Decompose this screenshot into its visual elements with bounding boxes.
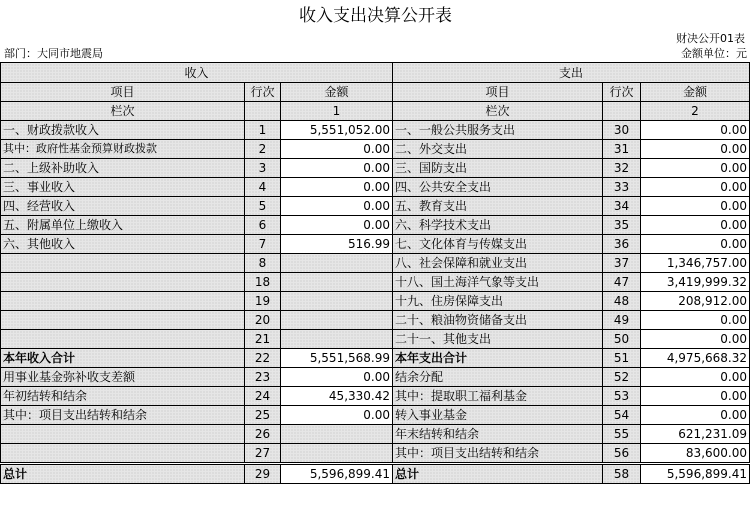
expense-item-label: 其中：项目支出结转和结余 <box>393 444 603 464</box>
income-row-number: 4 <box>245 178 281 197</box>
income-amount: 5,596,899.41 <box>281 464 393 484</box>
income-row-number: 19 <box>245 292 281 311</box>
expense-row-number: 54 <box>603 406 641 425</box>
expense-amount: 0.00 <box>641 216 750 235</box>
expense-column-index-2: 2 <box>641 102 750 121</box>
income-item-label: 其中：项目支出结转和结余 <box>1 406 245 425</box>
table-row <box>1 292 750 311</box>
expense-row-number: 30 <box>603 121 641 140</box>
expense-item-header: 项目 <box>393 83 603 102</box>
table-row <box>1 330 750 349</box>
income-row-number: 5 <box>245 197 281 216</box>
income-item-label: 三、事业收入 <box>1 178 245 197</box>
income-item-label: 二、上级补助收入 <box>1 159 245 178</box>
income-row-number: 6 <box>245 216 281 235</box>
expense-item-label: 二十、粮油物资储备支出 <box>393 311 603 330</box>
expense-item-label: 六、科学技术支出 <box>393 216 603 235</box>
expense-item-label: 一、一般公共服务支出 <box>393 121 603 140</box>
expense-item-label: 十八、国土海洋气象等支出 <box>393 273 603 292</box>
expense-amount: 621,231.09 <box>641 425 750 444</box>
expense-item-label: 十九、住房保障支出 <box>393 292 603 311</box>
expense-item-label: 二十一、其他支出 <box>393 330 603 349</box>
income-amount <box>281 292 393 311</box>
income-amount <box>281 444 393 464</box>
expense-amount: 0.00 <box>641 311 750 330</box>
expense-amount: 0.00 <box>641 121 750 140</box>
income-item-label <box>1 425 245 444</box>
expense-item-label: 总计 <box>393 464 603 484</box>
income-row-number: 18 <box>245 273 281 292</box>
table-row <box>1 387 750 406</box>
table-row <box>1 425 750 444</box>
expense-row-number: 36 <box>603 235 641 254</box>
income-amount: 5,551,052.00 <box>281 121 393 140</box>
income-row-number: 29 <box>245 464 281 484</box>
income-amount: 0.00 <box>281 178 393 197</box>
expense-row-number: 33 <box>603 178 641 197</box>
income-amount <box>281 311 393 330</box>
expense-column-index-blank <box>603 102 641 121</box>
table-row <box>1 178 750 197</box>
income-row-number: 27 <box>245 444 281 464</box>
income-amount: 0.00 <box>281 216 393 235</box>
expense-row-number: 37 <box>603 254 641 273</box>
expense-amount: 0.00 <box>641 235 750 254</box>
income-item-label: 六、其他收入 <box>1 235 245 254</box>
expense-row-number: 49 <box>603 311 641 330</box>
unit-label: 金额单位：元 <box>681 47 747 60</box>
table-row <box>1 368 750 387</box>
income-row-number: 7 <box>245 235 281 254</box>
expense-row-number: 53 <box>603 387 641 406</box>
income-amount: 516.99 <box>281 235 393 254</box>
expense-row-number: 55 <box>603 425 641 444</box>
income-amount: 0.00 <box>281 368 393 387</box>
income-row-number: 8 <box>245 254 281 273</box>
income-amount <box>281 330 393 349</box>
expense-row-number: 35 <box>603 216 641 235</box>
expense-row-number: 47 <box>603 273 641 292</box>
expense-amount: 0.00 <box>641 368 750 387</box>
income-item-label: 年初结转和结余 <box>1 387 245 406</box>
income-row-number: 26 <box>245 425 281 444</box>
income-item-label: 四、经营收入 <box>1 197 245 216</box>
income-row-number: 22 <box>245 349 281 368</box>
income-item-label: 其中：政府性基金预算财政拨款 <box>1 140 245 159</box>
expense-item-label: 八、社会保障和就业支出 <box>393 254 603 273</box>
expense-item-label: 二、外交支出 <box>393 140 603 159</box>
income-row-number: 25 <box>245 406 281 425</box>
expense-column-index-label: 栏次 <box>393 102 603 121</box>
expense-row-number: 51 <box>603 349 641 368</box>
income-expense-table <box>0 62 750 484</box>
department-label: 部门：大同市地震局 <box>4 47 103 60</box>
income-rowno-header: 行次 <box>245 83 281 102</box>
expense-item-label: 三、国防支出 <box>393 159 603 178</box>
expense-row-number: 32 <box>603 159 641 178</box>
income-item-label <box>1 311 245 330</box>
income-amount: 0.00 <box>281 197 393 216</box>
income-row-number: 21 <box>245 330 281 349</box>
income-item-label: 一、财政拨款收入 <box>1 121 245 140</box>
table-row <box>1 273 750 292</box>
income-row-number: 3 <box>245 159 281 178</box>
income-amount: 0.00 <box>281 406 393 425</box>
expense-section-header: 支出 <box>393 63 750 83</box>
table-row <box>1 349 750 368</box>
expense-row-number: 48 <box>603 292 641 311</box>
expense-item-label: 其中：提取职工福利基金 <box>393 387 603 406</box>
income-amount <box>281 254 393 273</box>
income-row-number: 23 <box>245 368 281 387</box>
table-row <box>1 464 750 484</box>
expense-row-number: 56 <box>603 444 641 464</box>
income-column-index-blank <box>245 102 281 121</box>
table-row <box>1 406 750 425</box>
income-item-label: 本年收入合计 <box>1 349 245 368</box>
expense-amount: 0.00 <box>641 406 750 425</box>
expense-row-number: 50 <box>603 330 641 349</box>
expense-item-label: 转入事业基金 <box>393 406 603 425</box>
income-item-label <box>1 444 245 464</box>
expense-item-label: 本年支出合计 <box>393 349 603 368</box>
expense-row-number: 31 <box>603 140 641 159</box>
expense-rowno-header: 行次 <box>603 83 641 102</box>
expense-item-label: 结余分配 <box>393 368 603 387</box>
table-row <box>1 159 750 178</box>
table-row <box>1 121 750 140</box>
expense-amount: 1,346,757.00 <box>641 254 750 273</box>
expense-row-number: 52 <box>603 368 641 387</box>
expense-amount: 83,600.00 <box>641 444 750 464</box>
income-item-label: 五、附属单位上缴收入 <box>1 216 245 235</box>
income-amount: 0.00 <box>281 159 393 178</box>
form-code: 财决公开01表 <box>676 32 745 45</box>
table-row <box>1 254 750 273</box>
income-row-number: 2 <box>245 140 281 159</box>
table-row <box>1 311 750 330</box>
table-row <box>1 235 750 254</box>
expense-amount: 0.00 <box>641 178 750 197</box>
income-row-number: 24 <box>245 387 281 406</box>
expense-item-label: 四、公共安全支出 <box>393 178 603 197</box>
income-amount <box>281 425 393 444</box>
expense-row-number: 58 <box>603 464 641 484</box>
expense-amount: 4,975,668.32 <box>641 349 750 368</box>
income-amount: 0.00 <box>281 140 393 159</box>
expense-amount: 0.00 <box>641 197 750 216</box>
income-row-number: 1 <box>245 121 281 140</box>
expense-item-label: 五、教育支出 <box>393 197 603 216</box>
table-row <box>1 140 750 159</box>
expense-amount: 208,912.00 <box>641 292 750 311</box>
expense-amount-header: 金额 <box>641 83 750 102</box>
income-amount: 45,330.42 <box>281 387 393 406</box>
expense-amount: 3,419,999.32 <box>641 273 750 292</box>
income-section-header: 收入 <box>1 63 393 83</box>
income-item-label <box>1 292 245 311</box>
income-amount <box>281 273 393 292</box>
expense-amount: 0.00 <box>641 140 750 159</box>
expense-amount: 0.00 <box>641 387 750 406</box>
income-amount: 5,551,568.99 <box>281 349 393 368</box>
expense-item-label: 年末结转和结余 <box>393 425 603 444</box>
report-title: 收入支出决算公开表 <box>299 6 452 26</box>
income-item-label: 用事业基金弥补收支差额 <box>1 368 245 387</box>
income-row-number: 20 <box>245 311 281 330</box>
income-item-label <box>1 254 245 273</box>
expense-row-number: 34 <box>603 197 641 216</box>
income-item-label: 总计 <box>1 464 245 484</box>
table-row <box>1 444 750 464</box>
income-column-index-label: 栏次 <box>1 102 245 121</box>
expense-item-label: 七、文化体育与传媒支出 <box>393 235 603 254</box>
table-row <box>1 197 750 216</box>
income-column-index-1: 1 <box>281 102 393 121</box>
income-item-label <box>1 330 245 349</box>
income-item-label <box>1 273 245 292</box>
income-item-header: 项目 <box>1 83 245 102</box>
table-row <box>1 216 750 235</box>
income-amount-header: 金额 <box>281 83 393 102</box>
expense-amount: 5,596,899.41 <box>641 464 750 484</box>
expense-amount: 0.00 <box>641 159 750 178</box>
expense-amount: 0.00 <box>641 330 750 349</box>
